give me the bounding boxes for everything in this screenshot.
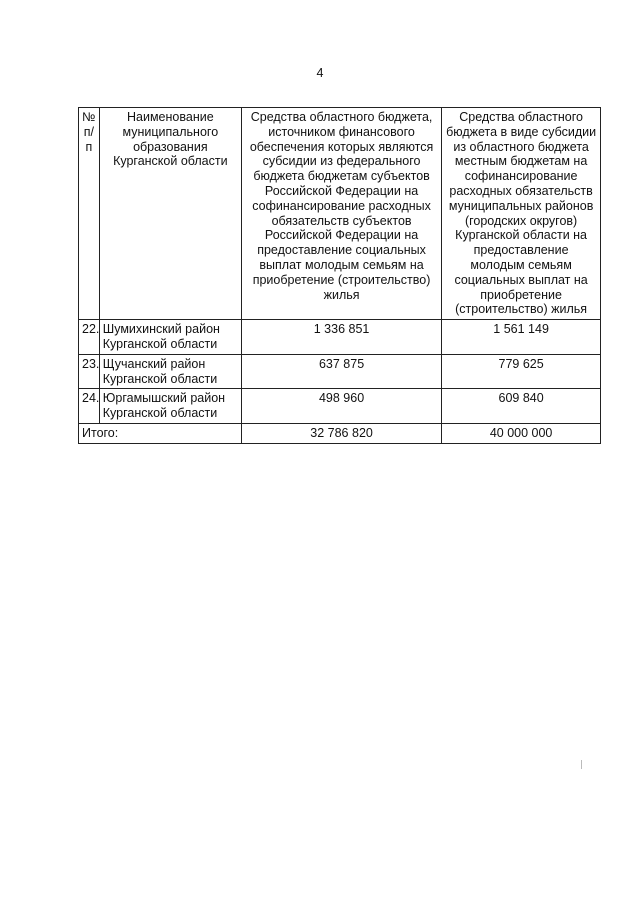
header-regional-subsidy-funds: Средства областного бюджета в виде субсидии из областного бюджета местным бюджетам на софинансирование расходных обязательств муниципальных районов (городских округов) Курганской области на предоставление молодым семьям социальных выплат на приобретение (строительство) жилья (442, 108, 601, 320)
row-municipality: Щучанский район Курганской области (99, 354, 241, 389)
row-federal-value: 498 960 (241, 389, 441, 424)
row-federal-value: 637 875 (241, 354, 441, 389)
table-header-row (79, 108, 601, 320)
page-number: 4 (316, 66, 324, 80)
header-num: № п/п (79, 108, 100, 320)
row-federal-value: 1 336 851 (241, 320, 441, 355)
row-regional-value: 1 561 149 (442, 320, 601, 355)
total-row (79, 423, 601, 443)
budget-table (78, 107, 601, 444)
total-regional-value: 40 000 000 (442, 423, 601, 443)
row-municipality: Юргамышский район Курганской области (99, 389, 241, 424)
row-municipality: Шумихинский район Курганской области (99, 320, 241, 355)
header-municipality: Наименование муниципального образования Курганской области (99, 108, 241, 320)
row-num: 24. (79, 389, 100, 424)
total-label: Итого: (79, 423, 242, 443)
header-federal-subsidy-funds: Средства областного бюджета, источником финансового обеспечения которых являются субсидии из федерального бюджета бюджетам субъектов Российской Федерации на софинансирование расходных обязательств субъектов Российской Федерации на предоставление социальных выплат молодым семьям на приобретение (строительство) жилья (241, 108, 441, 320)
row-regional-value: 609 840 (442, 389, 601, 424)
total-federal-value: 32 786 820 (241, 423, 441, 443)
row-num: 23. (79, 354, 100, 389)
scan-mark (581, 760, 582, 769)
table-row (79, 354, 601, 389)
row-num: 22. (79, 320, 100, 355)
row-regional-value: 779 625 (442, 354, 601, 389)
table-row (79, 320, 601, 355)
table-row (79, 389, 601, 424)
